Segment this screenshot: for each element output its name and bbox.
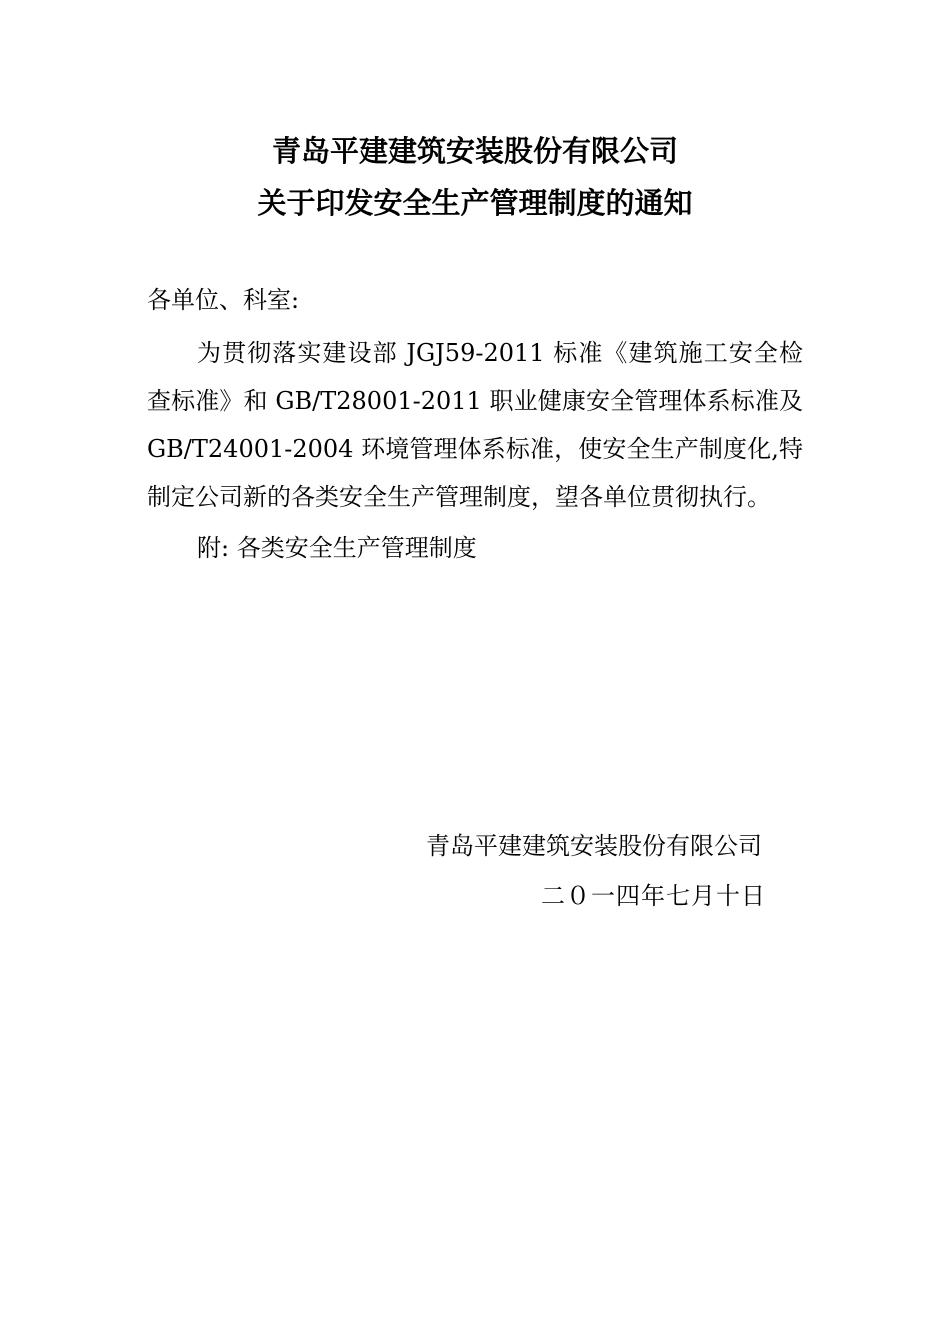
body-line: 为贯彻落实建设部 JGJ59-2011 标准《建筑施工安全检 [197,339,803,367]
body-line: 查标准》和 GB/T28001-2011 职业健康安全管理体系标准及 [147,387,803,415]
document-title-company: 青岛平建建筑安装股份有限公司 [271,134,678,168]
body-line: GB/T24001-2004 环境管理体系标准，使安全生产制度化,特 [147,435,803,463]
attachment-note: 附: 各类安全生产管理制度 [197,534,477,562]
signature-date: 二０一四年七月十日 [541,882,766,910]
body-line: 制定公司新的各类安全生产管理制度，望各单位贯彻执行。 [147,483,771,511]
salutation: 各单位、科室: [147,286,300,314]
document-title-notice: 关于印发安全生产管理制度的通知 [257,186,693,220]
signature-organization: 青岛平建建筑安装股份有限公司 [426,832,762,860]
